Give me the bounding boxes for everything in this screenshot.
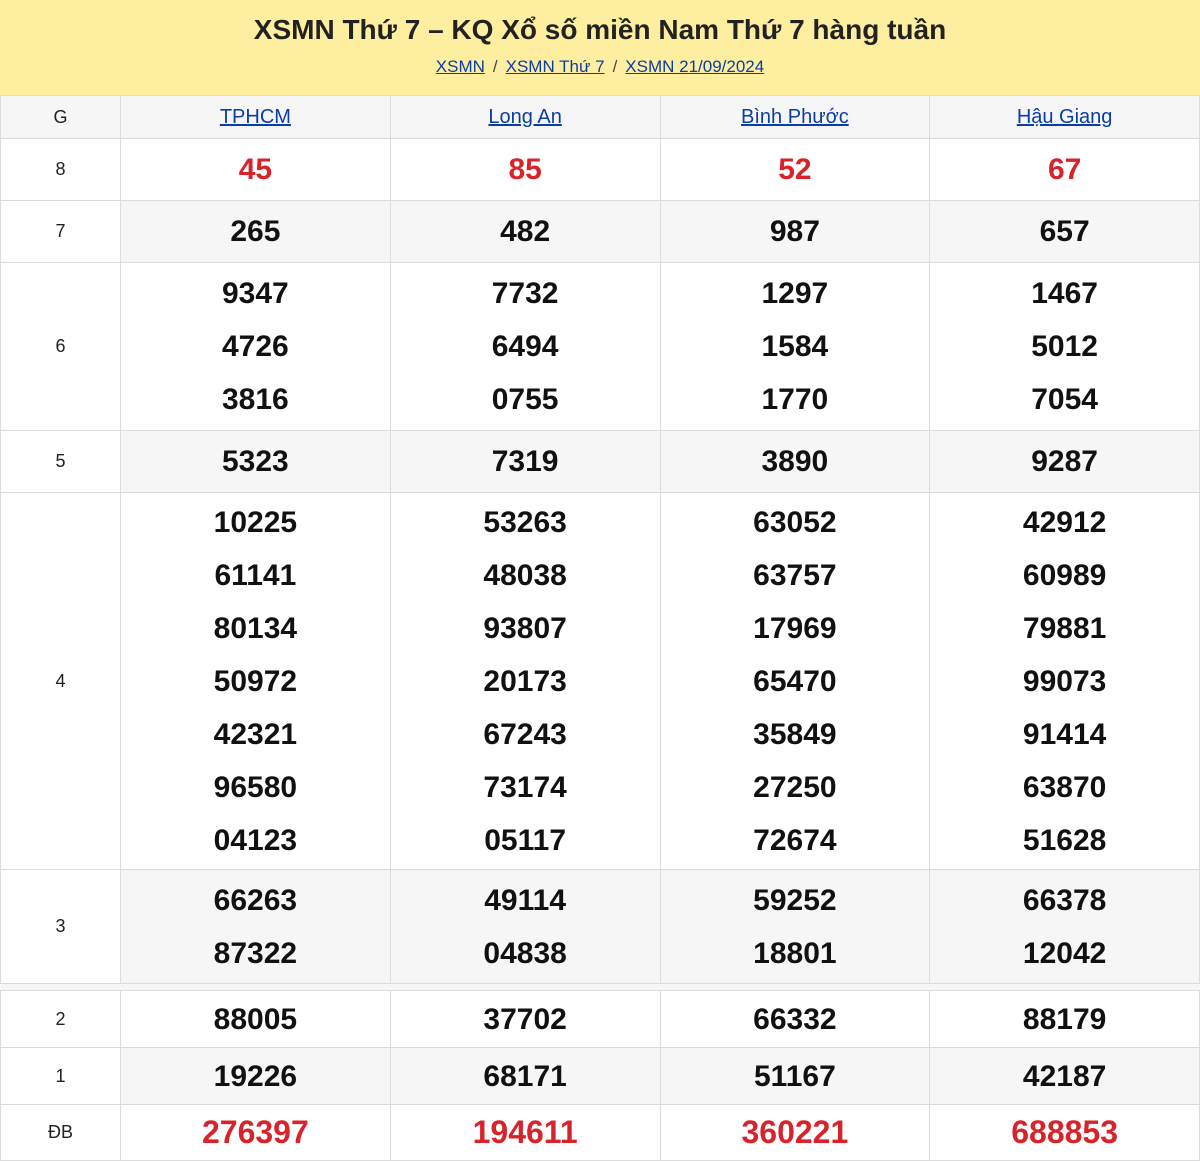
result-number: 04838 [483, 936, 567, 970]
result-number: 48038 [483, 558, 567, 592]
breadcrumb-xsmn[interactable]: XSMN [435, 57, 485, 76]
province-link-hau-giang[interactable]: Hậu Giang [1016, 105, 1113, 128]
result-number: 51167 [753, 1059, 836, 1093]
result-number: 66263 [213, 883, 298, 917]
breadcrumb [0, 57, 1200, 77]
result-number: 60989 [1022, 558, 1107, 592]
province-header [121, 96, 391, 139]
result-cell [390, 1048, 660, 1105]
result-cell [930, 139, 1200, 201]
result-number: 19226 [213, 1059, 298, 1093]
result-number: 88005 [213, 1002, 298, 1036]
prize-row [1, 870, 1200, 984]
result-cell [121, 870, 391, 984]
result-number: 45 [238, 153, 273, 186]
result-cell [390, 263, 660, 431]
result-cell [930, 991, 1200, 1048]
result-cell [660, 870, 930, 984]
result-number: 27250 [753, 770, 837, 804]
result-cell [660, 1105, 930, 1161]
result-number: 1467 [1031, 277, 1098, 310]
prize-row [1, 493, 1200, 870]
prize-row [1, 201, 1200, 263]
province-link-binh-phuoc[interactable]: Bình Phước [741, 105, 849, 128]
result-cell [390, 139, 660, 201]
result-number: 42912 [1022, 505, 1107, 539]
result-number: 9347 [222, 277, 289, 310]
result-number: 7732 [491, 277, 559, 310]
prize-label: 6 [1, 263, 121, 431]
result-number: 0755 [491, 383, 559, 416]
result-number: 49114 [484, 883, 567, 917]
result-number: 18801 [753, 936, 837, 970]
result-number: 61141 [214, 558, 297, 592]
page-title: XSMN Thứ 7 – KQ Xổ số miền Nam Thứ 7 hàng tuần [253, 14, 947, 45]
prize-label: 1 [1, 1048, 121, 1105]
prize-label: 8 [1, 139, 121, 201]
result-number: 99073 [1022, 664, 1107, 698]
result-number: 42187 [1022, 1059, 1107, 1093]
result-number: 53263 [483, 505, 567, 539]
table-header-row [1, 96, 1200, 139]
result-number: 73174 [483, 770, 567, 804]
result-number: 79881 [1022, 611, 1107, 645]
result-cell [121, 139, 391, 201]
result-number: 688853 [1011, 1114, 1119, 1150]
result-number: 66378 [1022, 883, 1107, 917]
result-number: 51628 [1022, 823, 1107, 857]
result-number: 50972 [213, 664, 298, 698]
result-number: 1297 [761, 277, 829, 310]
result-cell [660, 1048, 930, 1105]
result-number: 6494 [491, 330, 559, 363]
result-cell [390, 493, 660, 870]
province-header [390, 96, 660, 139]
breadcrumb-separator: / [612, 57, 618, 76]
result-number: 657 [1039, 215, 1090, 248]
result-number: 7319 [491, 445, 559, 478]
result-number: 17969 [753, 611, 837, 645]
prize-label: 3 [1, 870, 121, 984]
result-cell [390, 870, 660, 984]
result-number: 52 [778, 153, 812, 186]
result-cell [121, 201, 391, 263]
results-body [1, 139, 1200, 1161]
province-link-tphcm[interactable]: TPHCM [219, 105, 291, 128]
result-number: 7054 [1031, 383, 1098, 416]
result-number: 12042 [1022, 936, 1107, 970]
result-cell [660, 263, 930, 431]
result-cell [930, 493, 1200, 870]
province-header [660, 96, 930, 139]
result-cell [121, 263, 391, 431]
result-number: 91414 [1022, 717, 1107, 751]
prize-label: ĐB [1, 1105, 121, 1161]
result-number: 4726 [222, 330, 289, 363]
result-cell [660, 493, 930, 870]
result-number: 63757 [753, 558, 837, 592]
section-gap [1, 984, 1200, 991]
result-cell [121, 1105, 391, 1161]
result-cell [930, 1105, 1200, 1161]
breadcrumb-xsmn-thu7[interactable]: XSMN Thứ 7 [505, 57, 605, 76]
result-number: 3816 [222, 383, 289, 416]
result-number: 9287 [1031, 445, 1098, 478]
prize-row [1, 139, 1200, 201]
result-cell [390, 431, 660, 493]
result-number: 87322 [213, 936, 298, 970]
result-number: 276397 [201, 1114, 309, 1150]
result-number: 65470 [753, 664, 837, 698]
result-number: 10225 [213, 505, 298, 539]
prize-label: 4 [1, 493, 121, 870]
result-cell [660, 201, 930, 263]
result-number: 93807 [483, 611, 567, 645]
result-cell [390, 1105, 660, 1161]
result-cell [660, 991, 930, 1048]
result-cell [930, 263, 1200, 431]
prize-column-header: G [1, 96, 121, 139]
result-number: 194611 [472, 1114, 578, 1150]
breadcrumb-xsmn-date[interactable]: XSMN 21/09/2024 [625, 57, 765, 76]
result-number: 80134 [213, 611, 298, 645]
result-cell [121, 1048, 391, 1105]
section-gap-cell [1, 984, 1200, 991]
result-number: 20173 [483, 664, 567, 698]
prize-label: 7 [1, 201, 121, 263]
result-number: 360221 [741, 1114, 849, 1150]
result-number: 04123 [213, 823, 298, 857]
result-cell [390, 991, 660, 1048]
result-number: 63052 [753, 505, 837, 539]
result-cell [930, 870, 1200, 984]
page-header [0, 0, 1200, 95]
result-cell [930, 431, 1200, 493]
result-number: 05117 [484, 823, 567, 857]
result-number: 63870 [1022, 770, 1107, 804]
result-cell [121, 493, 391, 870]
results-table [0, 95, 1200, 1161]
result-number: 88179 [1022, 1002, 1107, 1036]
result-number: 68171 [483, 1059, 567, 1093]
result-cell [390, 201, 660, 263]
prize-row [1, 263, 1200, 431]
result-number: 265 [230, 215, 281, 248]
result-number: 482 [500, 215, 551, 248]
result-number: 987 [769, 215, 820, 248]
result-number: 1584 [761, 330, 829, 363]
result-number: 42321 [213, 717, 298, 751]
result-number: 85 [508, 153, 542, 186]
prize-row [1, 1048, 1200, 1105]
result-number: 72674 [753, 823, 837, 857]
result-cell [660, 139, 930, 201]
breadcrumb-separator: / [492, 57, 498, 76]
result-cell [930, 1048, 1200, 1105]
result-number: 59252 [753, 883, 837, 917]
result-number: 3890 [761, 445, 829, 478]
prize-row [1, 431, 1200, 493]
prize-row [1, 991, 1200, 1048]
prize-row [1, 1105, 1200, 1161]
result-number: 37702 [483, 1002, 567, 1036]
result-number: 96580 [213, 770, 298, 804]
result-number: 5323 [222, 445, 289, 478]
result-cell [930, 201, 1200, 263]
result-number: 5012 [1031, 330, 1098, 363]
result-number: 67243 [483, 717, 567, 751]
result-number: 66332 [753, 1002, 837, 1036]
prize-label: 5 [1, 431, 121, 493]
result-cell [121, 431, 391, 493]
result-number: 1770 [761, 383, 829, 416]
result-number: 35849 [753, 717, 837, 751]
province-header [930, 96, 1200, 139]
province-link-long-an[interactable]: Long An [488, 105, 562, 128]
prize-label: 2 [1, 991, 121, 1048]
result-cell [121, 991, 391, 1048]
result-cell [660, 431, 930, 493]
result-number: 67 [1047, 153, 1082, 186]
